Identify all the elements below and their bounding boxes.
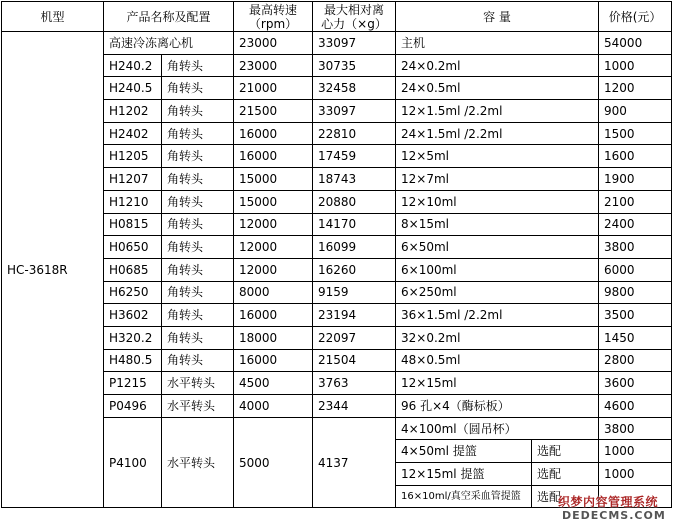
sub-capacity: 16×10ml/真空采血管提篮 <box>396 485 532 508</box>
rotor-capacity: 24×0.2ml <box>396 54 599 77</box>
table-row-main <box>2 32 672 55</box>
rotor-type: 角转头 <box>162 54 234 77</box>
rotor-rcf: 18743 <box>313 168 396 191</box>
rotor-capacity: 32×0.2ml <box>396 326 599 349</box>
rotor-rcf: 4137 <box>313 417 396 508</box>
rotor-speed: 21000 <box>234 77 313 100</box>
sub-price: 1000 <box>599 463 672 486</box>
rotor-code: P4100 <box>104 417 162 508</box>
rotor-code: H240.5 <box>104 77 162 100</box>
rotor-price: 4600 <box>599 395 672 418</box>
rotor-type: 角转头 <box>162 190 234 213</box>
rotor-code: H480.5 <box>104 349 162 372</box>
rotor-code: H1210 <box>104 190 162 213</box>
rotor-type: 水平转头 <box>162 372 234 395</box>
rotor-speed: 5000 <box>234 417 313 508</box>
sub-capacity: 4×50ml 提篮 <box>396 440 532 463</box>
rotor-rcf: 9159 <box>313 281 396 304</box>
rotor-capacity: 24×0.5ml <box>396 77 599 100</box>
watermark-line2: DEDECMS.COM <box>562 509 666 522</box>
main-speed: 23000 <box>234 32 313 55</box>
rotor-price: 3800 <box>599 236 672 259</box>
rotor-speed: 4000 <box>234 395 313 418</box>
rotor-price: 9800 <box>599 281 672 304</box>
header-rcf <box>313 2 396 32</box>
rotor-price: 2400 <box>599 213 672 236</box>
rotor-price: 1000 <box>599 54 672 77</box>
model-cell <box>2 32 104 508</box>
rotor-price: 1600 <box>599 145 672 168</box>
rotor-rcf: 16099 <box>313 236 396 259</box>
rotor-code: H320.2 <box>104 326 162 349</box>
rotor-capacity: 6×100ml <box>396 258 599 281</box>
rotor-code: H0815 <box>104 213 162 236</box>
rotor-price: 1200 <box>599 77 672 100</box>
rotor-speed: 12000 <box>234 213 313 236</box>
rotor-code: H0650 <box>104 236 162 259</box>
rotor-rcf: 16260 <box>313 258 396 281</box>
sub-option: 选配 <box>532 485 599 508</box>
sub-option: 选配 <box>532 463 599 486</box>
rotor-capacity: 12×15ml <box>396 372 599 395</box>
rotor-speed: 23000 <box>234 54 313 77</box>
rotor-price: 1500 <box>599 122 672 145</box>
main-price: 54000 <box>599 32 672 55</box>
model-name: HC-3618R <box>7 262 68 277</box>
rotor-type: 角转头 <box>162 349 234 372</box>
rotor-price: 6000 <box>599 258 672 281</box>
header-product: 产品名称及配置 <box>104 2 234 32</box>
rotor-type: 角转头 <box>162 236 234 259</box>
rotor-rcf: 20880 <box>313 190 396 213</box>
header-speed <box>234 2 313 32</box>
rotor-capacity: 12×7ml <box>396 168 599 191</box>
rotor-code: H1207 <box>104 168 162 191</box>
rotor-speed: 16000 <box>234 122 313 145</box>
rotor-rcf: 32458 <box>313 77 396 100</box>
rotor-price: 2100 <box>599 190 672 213</box>
rotor-code: P0496 <box>104 395 162 418</box>
rotor-rcf: 3763 <box>313 372 396 395</box>
rotor-speed: 16000 <box>234 349 313 372</box>
price-table <box>1 1 672 508</box>
main-rcf: 33097 <box>313 32 396 55</box>
rotor-type: 角转头 <box>162 281 234 304</box>
rotor-speed: 16000 <box>234 145 313 168</box>
rotor-capacity: 6×50ml <box>396 236 599 259</box>
rotor-code: P1215 <box>104 372 162 395</box>
sub-option: 选配 <box>532 440 599 463</box>
watermark-line1: 织梦内容管理系统 <box>558 495 659 509</box>
rotor-code: H240.2 <box>104 54 162 77</box>
rotor-capacity: 12×10ml <box>396 190 599 213</box>
rotor-type: 角转头 <box>162 326 234 349</box>
rotor-price: 3600 <box>599 372 672 395</box>
rotor-code: H1202 <box>104 100 162 123</box>
rotor-speed: 8000 <box>234 281 313 304</box>
rotor-type: 角转头 <box>162 168 234 191</box>
rotor-type: 角转头 <box>162 100 234 123</box>
rotor-capacity: 48×0.5ml <box>396 349 599 372</box>
rotor-capacity: 6×250ml <box>396 281 599 304</box>
header-row <box>2 2 672 32</box>
rotor-rcf: 22810 <box>313 122 396 145</box>
header-model: 机型 <box>2 2 104 32</box>
rotor-speed: 12000 <box>234 236 313 259</box>
header-speed-line1: 最高转速 <box>249 2 298 17</box>
rotor-price: 1900 <box>599 168 672 191</box>
header-price: 价格(元） <box>599 2 672 32</box>
rotor-type: 角转头 <box>162 145 234 168</box>
rotor-speed: 4500 <box>234 372 313 395</box>
rotor-type: 角转头 <box>162 122 234 145</box>
rotor-code: H6250 <box>104 281 162 304</box>
rotor-capacity: 24×1.5ml /2.2ml <box>396 122 599 145</box>
table-body <box>2 32 672 508</box>
rotor-speed: 16000 <box>234 304 313 327</box>
main-capacity: 主机 <box>396 32 599 55</box>
rotor-type: 角转头 <box>162 258 234 281</box>
rotor-speed: 15000 <box>234 168 313 191</box>
sub-price: 3800 <box>599 417 672 440</box>
rotor-capacity: 12×5ml <box>396 145 599 168</box>
rotor-capacity: 8×15ml <box>396 213 599 236</box>
rotor-rcf: 2344 <box>313 395 396 418</box>
sub-price: 1000 <box>599 440 672 463</box>
watermark <box>558 493 670 526</box>
rotor-rcf: 21504 <box>313 349 396 372</box>
sub-capacity: 4×100ml（圆吊杯） <box>396 417 599 440</box>
header-capacity: 容 量 <box>396 2 599 32</box>
header-speed-line2: （rpm） <box>248 16 298 31</box>
rotor-rcf: 33097 <box>313 100 396 123</box>
rotor-rcf: 17459 <box>313 145 396 168</box>
rotor-price: 1450 <box>599 326 672 349</box>
rotor-capacity: 36×1.5ml /2.2ml <box>396 304 599 327</box>
rotor-type: 角转头 <box>162 213 234 236</box>
rotor-rcf: 30735 <box>313 54 396 77</box>
rotor-type: 水平转头 <box>162 395 234 418</box>
rotor-code: H3602 <box>104 304 162 327</box>
rotor-rcf: 14170 <box>313 213 396 236</box>
rotor-capacity: 12×1.5ml /2.2ml <box>396 100 599 123</box>
rotor-rcf: 23194 <box>313 304 396 327</box>
header-rcf-line2: 心力（×g） <box>321 16 387 31</box>
rotor-code: H2402 <box>104 122 162 145</box>
rotor-price: 2800 <box>599 349 672 372</box>
rotor-capacity: 96 孔×4（酶标板） <box>396 395 599 418</box>
rotor-type: 角转头 <box>162 77 234 100</box>
sub-capacity: 12×15ml 提篮 <box>396 463 532 486</box>
rotor-price: 3500 <box>599 304 672 327</box>
rotor-type: 水平转头 <box>162 417 234 508</box>
rotor-code: H1205 <box>104 145 162 168</box>
rotor-price: 900 <box>599 100 672 123</box>
rotor-speed: 12000 <box>234 258 313 281</box>
rotor-speed: 21500 <box>234 100 313 123</box>
rotor-code: H0685 <box>104 258 162 281</box>
rotor-rcf: 22097 <box>313 326 396 349</box>
rotor-speed: 18000 <box>234 326 313 349</box>
main-name: 高速冷冻离心机 <box>104 32 234 55</box>
header-rcf-line1: 最大相对离 <box>324 2 385 17</box>
rotor-type: 角转头 <box>162 304 234 327</box>
rotor-speed: 15000 <box>234 190 313 213</box>
